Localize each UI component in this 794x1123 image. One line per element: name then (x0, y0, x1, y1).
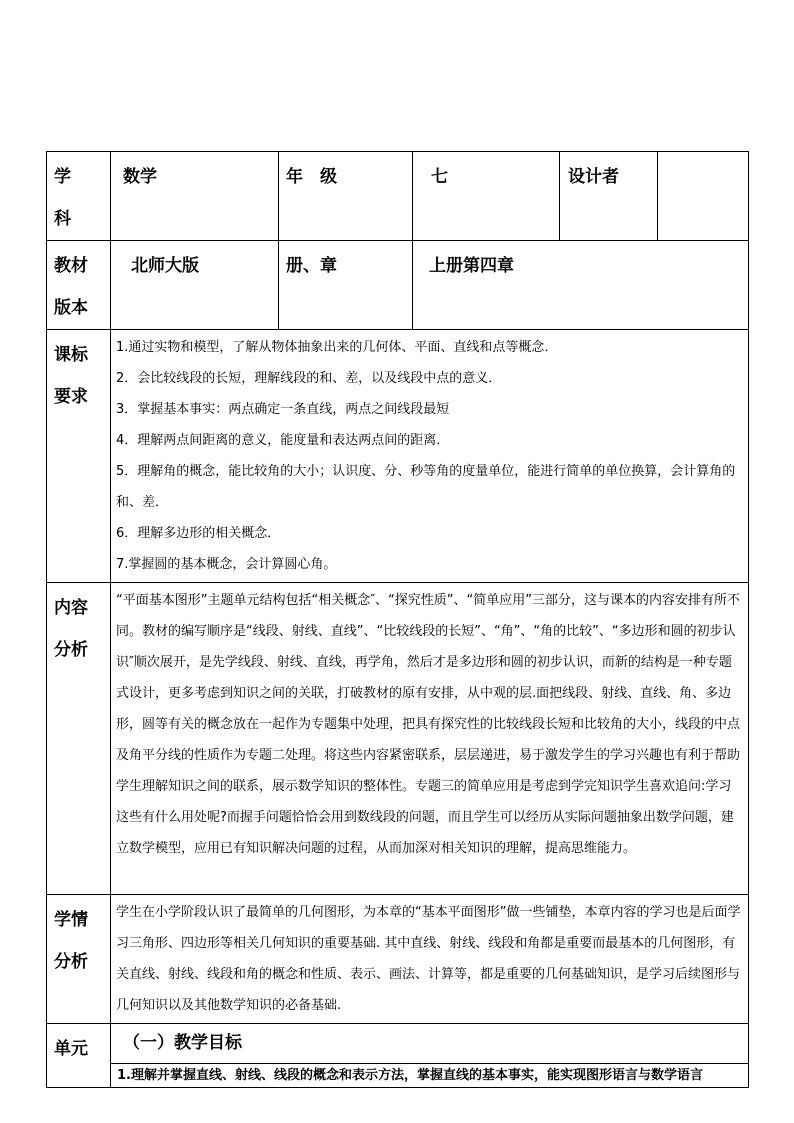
unit-label: 单元 (47, 1024, 111, 1088)
curriculum-item: 5．理解角的概念，能比较角的大小；认识度、分、秒等角的度量单位，能进行简单的单位换算，会计算角的和、差． (116, 464, 736, 510)
curriculum-item: 1.通过实物和模型，了解从物体抽象出来的几何体、平面、直线和点等概念． (116, 340, 558, 355)
textbook-value: 北师大版 (111, 241, 279, 330)
designer-value (658, 152, 749, 241)
subject-value: 数学 (111, 152, 279, 241)
content-text: “平面基本图形”主题单元结构包括“相关概念″、“探究性质”、“简单应用”三部分，这与课本的内容安排有所不同。教材的编写顺序是“线段、射线、直线”、“比较线段的长短”、“角”、“角的比较”、“多边形和圆的初步认识″顺次展开，是先学线段、射线、直线，再学角，然后才是多边形和圆的初步认识，而新的结构是一种专题式设计，更多考虑到知识之间的关联，打破教材的原有安排，从中观的层.面把线段、射线、直线、角、多边形，圆等有关的概念放在一起作为专题集中处理，把具有探究性的比较线段长短和比较角的大小，线段的中点及角平分线的性质作为专题二处理。将这些内容紧密联系，层层递进，易于激发学生的学习兴趣也有利于帮助学生理解知识之间的联系，展示数学知识的整体性。专题三的简单应用是考虑到学完知识学生喜欢追问:学习这些有什么用处呢?而握手问题恰恰会用到数线段的问题，而且学生可以经历从实际问题抽象出数学问题，建立数学模型，应用已有知识解决问题的过程，从而加深对相关知识的理解，提高思维能力。 (111, 583, 749, 895)
subject-label: 学 科 (47, 152, 111, 241)
lesson-plan-table (46, 151, 749, 1088)
unit-heading-cell (111, 1024, 749, 1064)
content-label: 内容 分析 (47, 583, 111, 895)
curriculum-item: 4．理解两点间距离的意义，能度量和表达两点间的距离． (116, 433, 450, 448)
designer-label: 设计者 (560, 152, 658, 241)
grade-value: 七 (413, 152, 560, 241)
row-textbook (47, 241, 749, 330)
curriculum-item: 2．会比较线段的长短，理解线段的和、差，以及线段中点的意义． (116, 371, 502, 386)
row-unit-goal (47, 1064, 749, 1088)
learner-label: 学情 分析 (47, 895, 111, 1024)
row-content-analysis (47, 583, 749, 895)
row-learner-analysis (47, 895, 749, 1024)
curriculum-item: 6．理解多边形的相关概念． (116, 526, 281, 541)
row-unit (47, 1024, 749, 1064)
curriculum-item: 3．掌握基本事实：两点确定一条直线，两点之间线段最短 (116, 402, 450, 417)
textbook-label: 教材 版本 (47, 241, 111, 330)
row-subject (47, 152, 749, 241)
learner-text: 学生在小学阶段认识了最简单的几何图形，为本章的“基本平面图形”做一些铺垫，本章内容的学习也是后面学习三角形、四边形等相关几何知识的重要基础. 其中直线、射线、线段和角都是重要而最基本的几何图形，有关直线、射线、线段和角的概念和性质、表示、画法、计算等，都是重要的几何基础知识，是学习后续图形与几何知识以及其他数学知识的必备基础. (111, 895, 749, 1024)
row-curriculum (47, 330, 749, 583)
first-goal-cell (111, 1064, 749, 1088)
volume-label: 册、章 (279, 241, 413, 330)
curriculum-item: 7.掌握圆的基本概念，会计算圆心角。 (116, 557, 337, 572)
objectives-heading: （一）教学目标 (123, 1033, 242, 1053)
curriculum-label: 课标 要求 (47, 330, 111, 583)
volume-value: 上册第四章 (413, 241, 749, 330)
curriculum-list (111, 330, 749, 583)
grade-label: 年 级 (279, 152, 413, 241)
first-goal-text: 1.理解并掌握直线、射线、线段的概念和表示方法，掌握直线的基本事实，能实现图形语言与数学语言 (117, 1068, 703, 1083)
